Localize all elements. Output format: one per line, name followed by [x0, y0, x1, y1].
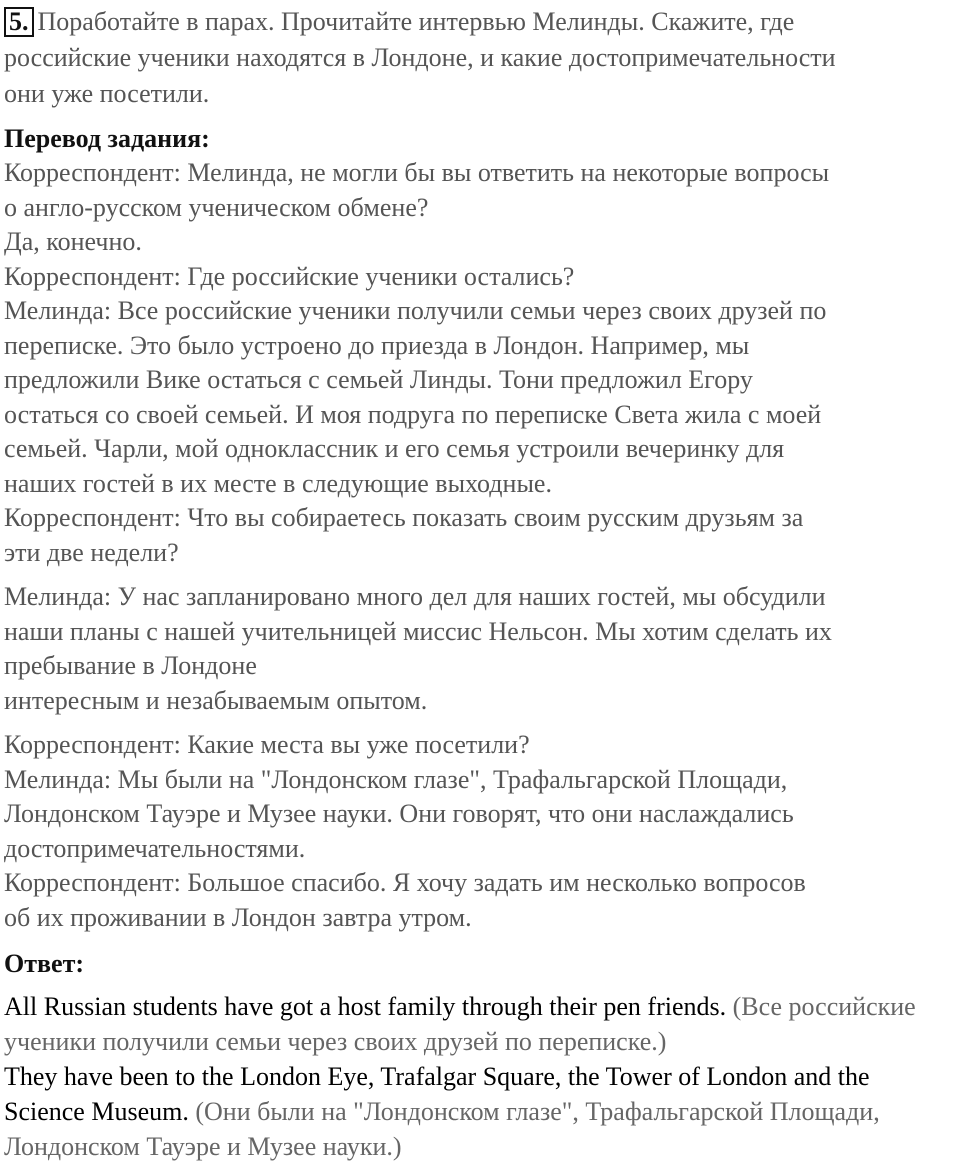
translation-line: об их проживании в Лондон завтра утром. [4, 902, 472, 932]
translation-line: о англо-русском ученическом обмене? [4, 192, 429, 222]
answer-russian-translation: (Они были на "Лондонском глазе", Трафальгарской Площади, Лондонском Тауэре и Музее науки.) [4, 1097, 880, 1161]
answer-english-sentence: All Russian students have got a host family through their pen friends. [4, 992, 727, 1021]
translation-line: достопримечательностями. [4, 833, 306, 863]
translation-line: остаться со своей семьей. И моя подруга по переписке Света жила с моей [4, 399, 822, 429]
translation-line: Корреспондент: Что вы собираетесь показать своим русским друзьям за [4, 503, 804, 532]
translation-line: наших гостей в их месте в следующие выходные. [4, 468, 552, 498]
translation-line: Корреспондент: Какие места вы уже посетили? [4, 730, 530, 759]
paragraph-gap [4, 570, 952, 580]
translation-line: Корреспондент: Большое спасибо. Я хочу задать им несколько вопросов [4, 868, 806, 897]
translation-line: предложили Вике остаться с семьей Линды. Тони предложил Егору [4, 365, 753, 394]
task-line: российские ученики находятся в Лондоне, и какие достопримечательности [4, 43, 836, 72]
translation-line: эти две недели? [4, 537, 179, 567]
answer-heading: Ответ: [4, 949, 85, 978]
answer-russian-translation: (Все российские ученики получили семьи через своих друзей по переписке.) [4, 992, 916, 1056]
translation-line: Да, конечно. [4, 227, 142, 256]
translation-section [4, 122, 952, 935]
translation-line: Мелинда: У нас запланировано много дел для наших гостей, мы обсудили [4, 582, 826, 611]
translation-block-1 [4, 156, 952, 570]
translation-line: Корреспондент: Мелинда, не могли бы вы ответить на некоторые вопросы [4, 158, 830, 187]
task-instruction [4, 4, 952, 112]
translation-line: Лондонском Тауэре и Музее науки. Они говорят, что они наслаждались [4, 799, 794, 828]
translation-line: пребывание в Лондоне [4, 651, 257, 680]
task-number: 5. [4, 7, 34, 37]
paragraph-gap [4, 718, 952, 728]
translation-line: интересным и незабываемым опытом. [4, 685, 428, 715]
translation-line: Корреспондент: Где российские ученики остались? [4, 261, 575, 291]
translation-line: наши планы с нашей учительницей миссис Нельсон. Мы хотим сделать их [4, 616, 832, 646]
task-line: они уже посетили. [4, 79, 210, 108]
translation-line: Мелинда: Мы были на "Лондонском глазе", Трафальгарской Площади, [4, 764, 788, 794]
translation-line: переписке. Это было устроено до приезда в Лондон. Например, мы [4, 330, 750, 360]
translation-line: семьей. Чарли, мой одноклассник и его семья устроили вечеринку для [4, 434, 785, 463]
answer-text [4, 989, 952, 1164]
translation-block-2 [4, 580, 952, 718]
translation-heading: Перевод задания: [4, 124, 210, 153]
translation-block-3 [4, 728, 952, 935]
task-line: Поработайте в парах. Прочитайте интервью Мелинды. Скажите, где [37, 7, 795, 36]
answer-english-sentence: They have been to the London Eye, Trafalgar Square, the Tower of London and the Science Museum. [4, 1062, 870, 1126]
translation-line: Мелинда: Все российские ученики получили семьи через своих друзей по [4, 296, 827, 325]
